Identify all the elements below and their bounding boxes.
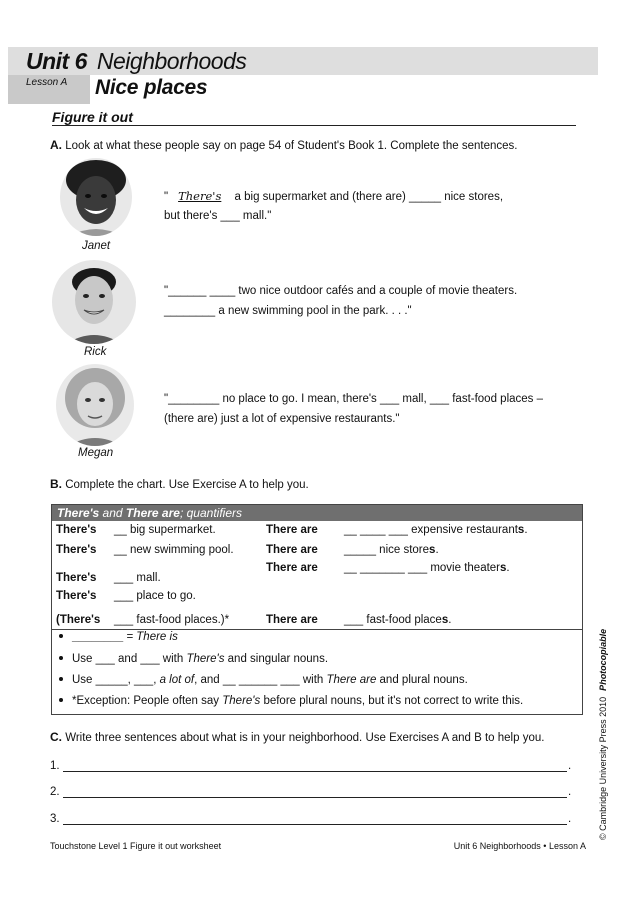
exercise-c-letter: C. — [50, 730, 62, 744]
unit-name: Neighborhoods — [96, 48, 247, 74]
plural-suffix: s — [500, 562, 507, 574]
note-item — [59, 695, 523, 707]
chart-key: There are — [266, 614, 318, 626]
chart-header-bold: There's — [57, 506, 100, 520]
note-text: and plural nouns. — [376, 674, 468, 686]
chart-key: There's — [56, 590, 97, 602]
answer-line[interactable] — [63, 771, 567, 772]
megan-photo — [56, 364, 134, 446]
note-item — [59, 631, 178, 643]
chart-text: _____ nice store — [344, 544, 430, 556]
exercise-a-letter: A. — [50, 138, 62, 152]
chart-key: (There's — [56, 614, 101, 626]
chart-header-mid: and — [99, 506, 126, 520]
chart-header-text — [57, 505, 242, 521]
rick-quote-line2: ________ a new swimming pool in the park. . . ." — [164, 305, 412, 317]
answer-period: . — [568, 760, 572, 772]
chart-key: There's — [56, 524, 97, 536]
chart-key: There's — [56, 544, 97, 556]
unit-number: Unit 6 — [26, 48, 87, 74]
chart-row — [56, 544, 234, 556]
chart-text: __ ____ ___ expensive restaurant — [344, 524, 518, 536]
exercise-b-instruction — [50, 477, 309, 491]
chart-text: __ new swimming pool. — [114, 544, 234, 556]
person-name: Janet — [82, 240, 111, 252]
lesson-label: Lesson A — [26, 77, 68, 88]
note-text: , and __ ______ ___ with — [194, 674, 327, 686]
chart-text: ___ fast-food place — [344, 614, 442, 626]
person-name: Megan — [78, 447, 114, 459]
plural-suffix: s — [429, 544, 436, 556]
exercise-c-text: Write three sentences about what is in your neighborhood. Use Exercises A and B to help you. — [65, 732, 545, 744]
note-text: Use ___ and ___ with — [72, 653, 187, 665]
exercise-b-letter: B. — [50, 477, 62, 491]
chart-key: There's — [56, 572, 97, 584]
exercise-a-instruction — [50, 138, 517, 152]
footer-right: Unit 6 Neighborhoods • Lesson A — [453, 841, 586, 851]
janet-photo — [60, 158, 132, 236]
chart-text: __ big supermarket. — [114, 524, 216, 536]
chart-text: __ _______ ___ movie theater — [344, 562, 501, 574]
note-italic: There's — [222, 695, 261, 707]
exercise-c-instruction — [50, 730, 544, 744]
handwritten-answer: There's — [178, 189, 222, 203]
megan-quote-line2: (there are) just a lot of expensive restaurants." — [164, 413, 400, 425]
chart-divider — [52, 629, 582, 630]
photocopiable-label: Photocopiable — [598, 628, 608, 691]
exercise-b-text: Complete the chart. Use Exercise A to help you. — [65, 479, 309, 491]
section-title: Figure it out — [52, 109, 133, 125]
copyright-text: © Cambridge University Press 2010 — [598, 696, 608, 840]
unit-title — [26, 47, 246, 75]
rick-photo — [52, 260, 136, 344]
chart-header-bold: There are — [125, 506, 180, 520]
chart-row — [56, 572, 161, 584]
chart-row — [266, 524, 528, 536]
answer-number: 1. — [50, 760, 60, 772]
answer-number: 3. — [50, 813, 60, 825]
note-italic: There's — [186, 653, 225, 665]
quote-mark: " — [164, 191, 169, 203]
note-text: and singular nouns. — [224, 653, 329, 665]
chart-row — [56, 614, 230, 626]
footer-left: Touchstone Level 1 Figure it out worksheet — [50, 841, 222, 851]
chart-row — [266, 544, 439, 556]
answer-period: . — [568, 786, 572, 798]
chart-text: ___ place to go. — [114, 590, 196, 602]
rick-quote-line1: "______ ____ two nice outdoor cafés and a couple of movie theaters. — [164, 285, 518, 297]
person-name: Rick — [84, 346, 107, 358]
chart-row — [56, 524, 216, 536]
janet-quote-line2: but there's ___ mall." — [164, 210, 272, 222]
note-blank: ________ — [72, 631, 124, 643]
chart-header-rest: ; quantifiers — [179, 506, 242, 520]
section-rule — [52, 125, 576, 126]
note-text: before plural nouns, but it's not correct to write this. — [260, 695, 524, 707]
chart-row — [266, 562, 510, 574]
chart-text: ___ mall. — [114, 572, 161, 584]
chart-period: . — [435, 544, 439, 556]
answer-line[interactable] — [63, 824, 567, 825]
chart-row — [266, 614, 452, 626]
chart-period: . — [448, 614, 452, 626]
note-item — [59, 674, 468, 686]
chart-key: There are — [266, 544, 318, 556]
note-item — [59, 653, 328, 665]
chart-key: There are — [266, 562, 318, 574]
chart-key: There are — [266, 524, 318, 536]
note-text: Use _____, ___, — [72, 674, 160, 686]
plural-suffix: s — [517, 524, 525, 536]
answer-number: 2. — [50, 786, 60, 798]
answer-period: . — [568, 813, 572, 825]
chart-text: ___ fast-food places.)* — [114, 614, 230, 626]
note-italic: a lot of — [159, 674, 195, 686]
lesson-title: Nice places — [95, 76, 208, 99]
chart-row — [56, 590, 196, 602]
quote-text: a big supermarket and (there are) _____ nice stores, — [231, 191, 504, 203]
note-text: = There is — [123, 631, 178, 643]
exercise-a-text: Look at what these people say on page 54 of Student's Book 1. Complete the sentences. — [65, 140, 518, 152]
note-italic: There are — [326, 674, 377, 686]
chart-period: . — [506, 562, 510, 574]
note-text: *Exception: People often say — [72, 695, 223, 707]
janet-quote-line1 — [164, 186, 503, 207]
chart-period: . — [524, 524, 528, 536]
plural-suffix: s — [441, 614, 449, 626]
copyright-vertical — [598, 629, 608, 840]
answer-line[interactable] — [63, 797, 567, 798]
megan-quote-line1: "________ no place to go. I mean, there's ___ mall, ___ fast-food places – — [164, 393, 544, 405]
